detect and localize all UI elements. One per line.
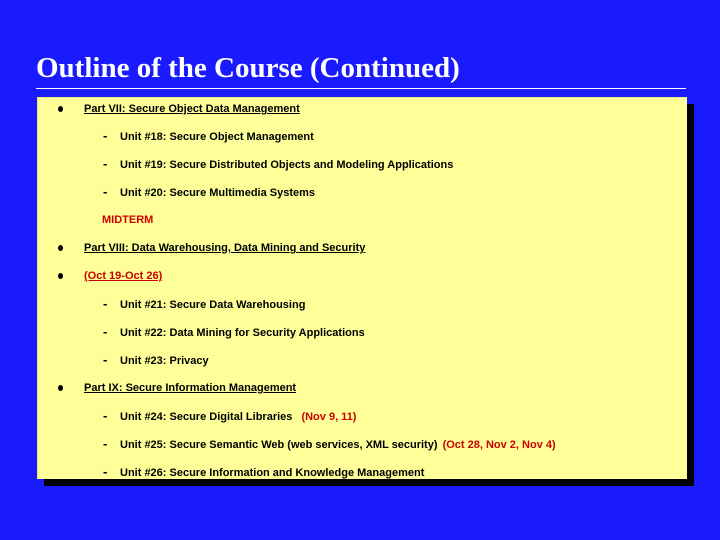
outline-panel	[37, 97, 687, 479]
dash-icon: -	[103, 436, 108, 451]
dash-icon: -	[103, 184, 108, 199]
slide-title: Outline of the Course (Continued)	[36, 52, 460, 84]
dash-icon: -	[103, 408, 108, 423]
dash-icon: -	[103, 464, 108, 479]
title-rule	[36, 88, 686, 89]
dash-icon: -	[103, 296, 108, 311]
unit-25	[120, 438, 556, 452]
unit-18: Unit #18: Secure Object Management	[120, 131, 314, 143]
dash-icon: -	[103, 352, 108, 367]
unit-25-dates: (Oct 28, Nov 2, Nov 4)	[442, 439, 556, 451]
unit-26: Unit #26: Secure Information and Knowledge Management	[120, 467, 425, 479]
part-ix-heading: Part IX: Secure Information Management	[84, 382, 297, 394]
part-viii-heading: Part VIII: Data Warehousing, Data Mining and Security	[84, 242, 366, 254]
unit-22: Unit #22: Data Mining for Security Applications	[120, 327, 365, 339]
dash-icon: -	[103, 324, 108, 339]
bullet-icon	[58, 245, 63, 251]
unit-20: Unit #20: Secure Multimedia Systems	[120, 187, 316, 199]
dash-icon: -	[103, 128, 108, 143]
unit-24-dates: (Nov 9, 11)	[301, 411, 357, 423]
unit-23: Unit #23: Privacy	[120, 355, 209, 367]
unit-19: Unit #19: Secure Distributed Objects and Modeling Applications	[120, 159, 454, 171]
unit-25-title: Unit #25: Secure Semantic Web (web services, XML security)	[120, 439, 438, 451]
unit-21: Unit #21: Secure Data Warehousing	[120, 299, 306, 311]
bullet-icon	[58, 273, 63, 279]
part-viii-dates: (Oct 19-Oct 26)	[84, 270, 163, 282]
bullet-icon	[58, 106, 63, 112]
dash-icon: -	[103, 156, 108, 171]
midterm-label: MIDTERM	[102, 214, 154, 226]
unit-24	[120, 410, 356, 424]
unit-24-title: Unit #24: Secure Digital Libraries	[120, 411, 293, 423]
part-vii-heading: Part VII: Secure Object Data Management	[84, 103, 300, 115]
bullet-icon	[58, 385, 63, 391]
